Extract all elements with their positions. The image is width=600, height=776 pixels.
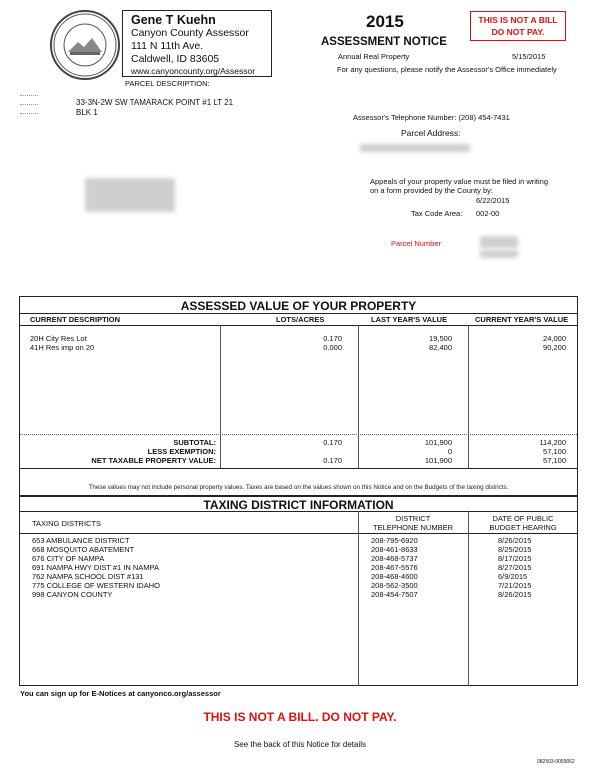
- questions-text: For any questions, please notify the Assessor's Office immediately: [337, 65, 557, 74]
- parcel-address-label: Parcel Address:: [401, 128, 461, 138]
- redacted-parcel-number: [480, 236, 518, 248]
- exemption-last: 0: [447, 447, 452, 456]
- appeals-text-line2: on a form provided by the County by:: [370, 186, 493, 195]
- row-description: 20H City Res Lot: [30, 334, 87, 343]
- subtotal-label: SUBTOTAL:: [173, 438, 216, 447]
- not-a-bill-line2: DO NOT PAY.: [491, 27, 545, 37]
- notice-title: ASSESSMENT NOTICE: [321, 36, 447, 48]
- row-current-value: 24,000: [543, 334, 566, 343]
- district-hearing-date: 8/27/2015: [498, 563, 532, 572]
- district-hearing-date: 6/9/2015: [498, 572, 528, 581]
- legal-description-line2: BLK 1: [76, 108, 98, 117]
- assessor-contact-box: [122, 10, 272, 77]
- tax-code-value: 002-00: [476, 209, 500, 218]
- not-a-bill-stamp: [470, 11, 566, 41]
- assessed-value-table: [19, 296, 578, 496]
- header-district-phone-line2: TELEPHONE NUMBER: [372, 523, 453, 532]
- document-code: 082503-0059062: [537, 759, 575, 765]
- district-phone: 208-467-5576: [371, 563, 418, 572]
- district-phone: 208-461-8633: [371, 545, 418, 554]
- district-phone: 208-562-3500: [371, 581, 418, 590]
- assessor-address-line2: Caldwell, ID 83605: [131, 53, 220, 65]
- row-current-value: 90,200: [543, 343, 566, 352]
- row-acres: 0.000: [323, 343, 342, 352]
- redacted-parcel-address: [360, 144, 470, 152]
- header-current-description: CURRENT DESCRIPTION: [30, 315, 121, 324]
- subtotal-last: 101,900: [424, 438, 452, 447]
- header-budget-hearing: [468, 514, 578, 532]
- district-name: 998 CANYON COUNTY: [32, 590, 113, 599]
- district-hearing-date: 7/21/2015: [498, 581, 532, 590]
- redacted-parcel-number-2: [480, 250, 518, 258]
- row-acres: 0.170: [323, 334, 342, 343]
- redacted-owner-address: [85, 178, 175, 212]
- enotice-signup-text: You can sign up for E-Notices at canyonco.org/assessor: [20, 689, 221, 698]
- row-last-value: 82,400: [429, 343, 452, 352]
- margin-marks: [20, 95, 38, 122]
- assessor-address-line1: 111 N 11th Ave.: [131, 40, 204, 52]
- header-district-phone: [358, 514, 468, 532]
- taxing-district-table: [19, 496, 578, 686]
- county-seal-logo: [50, 10, 120, 80]
- header-last-year-value: LAST YEAR'S VALUE: [371, 315, 448, 324]
- not-a-bill-line1: THIS IS NOT A BILL: [478, 15, 558, 25]
- appeals-text-line1: Appeals of your property value must be filed in writing: [370, 177, 549, 186]
- notice-date: 5/15/2015: [512, 52, 546, 61]
- assessor-title: Canyon County Assessor: [131, 27, 249, 39]
- values-footnote: These values may not include personal property values. Taxes are based on the values shown on this Notice and on the Budgets of the taxing districts.: [88, 484, 509, 491]
- header-district-phone-line1: DISTRICT: [395, 514, 431, 523]
- header-lots-acres: LOTS/ACRES: [276, 315, 325, 324]
- district-phone: 208-468-4600: [371, 572, 418, 581]
- district-name: 653 AMBULANCE DISTRICT: [32, 536, 130, 545]
- taxing-district-title: TAXING DISTRICT INFORMATION: [203, 498, 394, 512]
- row-description: 41H Res imp on 20: [30, 343, 95, 352]
- assessor-name: Gene T Kuehn: [131, 13, 216, 27]
- district-hearing-date: 8/17/2015: [498, 554, 532, 563]
- legal-description-line1: 33-3N-2W SW TAMARACK POINT #1 LT 21: [76, 98, 234, 107]
- district-name: 668 MOSQUITO ABATEMENT: [32, 545, 135, 554]
- subtotal-current: 114,200: [539, 438, 566, 447]
- exemption-current: 57,100: [543, 447, 566, 456]
- net-taxable-acres: 0.170: [323, 456, 342, 465]
- see-back-text: See the back of this Notice for details: [233, 740, 367, 749]
- tax-code-label: Tax Code Area:: [411, 209, 463, 218]
- notice-subtitle: Annual Real Property: [338, 52, 410, 61]
- header-taxing-districts: TAXING DISTRICTS: [32, 519, 102, 528]
- header-budget-hearing-line1: DATE OF PUBLIC: [492, 514, 554, 523]
- district-hearing-date: 8/25/2015: [498, 545, 532, 554]
- district-name: 762 NAMPA SCHOOL DIST #131: [32, 572, 144, 581]
- district-name: 691 NAMPA HWY DIST #1 IN NAMPA: [32, 563, 159, 572]
- row-last-value: 19,500: [429, 334, 452, 343]
- net-taxable-current: 57,100: [543, 456, 566, 465]
- header-current-year-value: CURRENT YEAR'S VALUE: [475, 315, 569, 324]
- exemption-label: LESS EXEMPTION:: [147, 447, 216, 456]
- assessor-website: www.canyoncounty.org/Assessor: [131, 66, 256, 76]
- appeal-deadline: 6/22/2015: [476, 196, 510, 205]
- not-a-bill-footer: THIS IS NOT A BILL. DO NOT PAY.: [203, 710, 397, 724]
- district-name: 676 CITY OF NAMPA: [32, 554, 105, 563]
- district-hearing-date: 8/26/2015: [498, 536, 532, 545]
- assessed-value-title: ASSESSED VALUE OF YOUR PROPERTY: [180, 299, 417, 313]
- district-name: 775 COLLEGE OF WESTERN IDAHO: [32, 581, 160, 590]
- assessor-phone: Assessor's Telephone Number: (208) 454-7431: [353, 113, 510, 122]
- parcel-number-label: Parcel Number: [391, 239, 442, 248]
- net-taxable-label: NET TAXABLE PROPERTY VALUE:: [91, 456, 216, 465]
- district-phone: 208-468-5737: [371, 554, 418, 563]
- subtotal-acres: 0.170: [323, 438, 342, 447]
- district-phone: 208-795-6920: [371, 536, 418, 545]
- header-budget-hearing-line2: BUDGET HEARING: [489, 523, 557, 532]
- district-hearing-date: 8/26/2015: [498, 590, 532, 599]
- parcel-description-label: PARCEL DESCRIPTION:: [125, 79, 210, 88]
- net-taxable-last: 101,900: [424, 456, 452, 465]
- notice-year: 2015: [366, 12, 404, 31]
- district-phone: 208-454-7507: [371, 590, 418, 599]
